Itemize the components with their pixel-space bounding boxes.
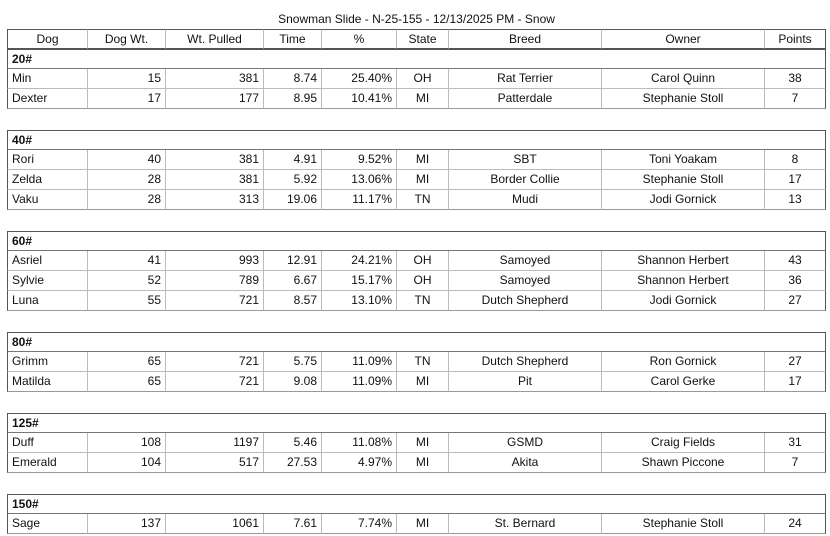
cell-points: 38 xyxy=(765,69,826,89)
cell-points: 17 xyxy=(765,372,826,392)
cell-dog-wt: 41 xyxy=(88,251,166,271)
weight-class-header: 40# xyxy=(7,130,826,150)
cell-points: 24 xyxy=(765,514,826,534)
cell-dog: Sage xyxy=(7,514,88,534)
cell-owner: Carol Quinn xyxy=(602,69,765,89)
cell-time: 8.74 xyxy=(264,69,322,89)
cell-wt-pulled: 313 xyxy=(166,190,264,210)
cell-dog: Zelda xyxy=(7,170,88,190)
cell-state: MI xyxy=(397,514,449,534)
cell-time: 5.75 xyxy=(264,352,322,372)
cell-breed: Rat Terrier xyxy=(449,69,602,89)
cell-breed: Akita xyxy=(449,453,602,473)
cell-breed: Dutch Shepherd xyxy=(449,352,602,372)
column-header-breed: Breed xyxy=(449,29,602,49)
table-row xyxy=(7,271,826,291)
cell-percent: 9.52% xyxy=(322,150,397,170)
cell-dog: Sylvie xyxy=(7,271,88,291)
cell-state: MI xyxy=(397,433,449,453)
cell-owner: Jodi Gornick xyxy=(602,291,765,311)
cell-wt-pulled: 381 xyxy=(166,69,264,89)
cell-percent: 13.06% xyxy=(322,170,397,190)
cell-percent: 25.40% xyxy=(322,69,397,89)
cell-breed: SBT xyxy=(449,150,602,170)
cell-owner: Shawn Piccone xyxy=(602,453,765,473)
table-row xyxy=(7,453,826,473)
weight-class-header: 150# xyxy=(7,494,826,514)
cell-dog-wt: 52 xyxy=(88,271,166,291)
cell-wt-pulled: 1061 xyxy=(166,514,264,534)
cell-wt-pulled: 1197 xyxy=(166,433,264,453)
cell-breed: St. Bernard xyxy=(449,514,602,534)
cell-points: 27 xyxy=(765,352,826,372)
table-row xyxy=(7,352,826,372)
cell-wt-pulled: 721 xyxy=(166,291,264,311)
cell-percent: 24.21% xyxy=(322,251,397,271)
column-header-points: Points xyxy=(765,29,826,49)
cell-wt-pulled: 721 xyxy=(166,372,264,392)
cell-dog-wt: 55 xyxy=(88,291,166,311)
cell-time: 12.91 xyxy=(264,251,322,271)
weight-class-block xyxy=(7,332,826,392)
table-row xyxy=(7,190,826,210)
cell-percent: 13.10% xyxy=(322,291,397,311)
cell-state: MI xyxy=(397,89,449,109)
cell-state: TN xyxy=(397,352,449,372)
cell-dog: Luna xyxy=(7,291,88,311)
cell-points: 13 xyxy=(765,190,826,210)
weight-class-header: 60# xyxy=(7,231,826,251)
cell-dog-wt: 40 xyxy=(88,150,166,170)
cell-time: 4.91 xyxy=(264,150,322,170)
cell-wt-pulled: 381 xyxy=(166,170,264,190)
cell-state: OH xyxy=(397,69,449,89)
table-row xyxy=(7,170,826,190)
cell-time: 6.67 xyxy=(264,271,322,291)
cell-dog: Matilda xyxy=(7,372,88,392)
cell-percent: 11.08% xyxy=(322,433,397,453)
cell-dog-wt: 104 xyxy=(88,453,166,473)
cell-dog: Asriel xyxy=(7,251,88,271)
weight-class-block xyxy=(7,231,826,311)
cell-wt-pulled: 381 xyxy=(166,150,264,170)
cell-dog: Grimm xyxy=(7,352,88,372)
table-row xyxy=(7,514,826,534)
weight-class-block xyxy=(7,413,826,473)
cell-owner: Toni Yoakam xyxy=(602,150,765,170)
column-header-row xyxy=(7,29,826,49)
column-header-owner: Owner xyxy=(602,29,765,49)
cell-state: OH xyxy=(397,271,449,291)
cell-points: 31 xyxy=(765,433,826,453)
cell-points: 43 xyxy=(765,251,826,271)
table-row xyxy=(7,372,826,392)
table-row xyxy=(7,291,826,311)
cell-dog: Dexter xyxy=(7,89,88,109)
cell-percent: 11.09% xyxy=(322,372,397,392)
cell-owner: Craig Fields xyxy=(602,433,765,453)
weight-class-block xyxy=(7,130,826,210)
cell-wt-pulled: 177 xyxy=(166,89,264,109)
cell-breed: Samoyed xyxy=(449,251,602,271)
results-body xyxy=(7,49,826,534)
spacer xyxy=(7,473,826,494)
cell-state: MI xyxy=(397,170,449,190)
cell-dog-wt: 15 xyxy=(88,69,166,89)
cell-owner: Shannon Herbert xyxy=(602,251,765,271)
cell-dog: Duff xyxy=(7,433,88,453)
cell-dog: Emerald xyxy=(7,453,88,473)
table-row xyxy=(7,150,826,170)
cell-owner: Shannon Herbert xyxy=(602,271,765,291)
cell-points: 17 xyxy=(765,170,826,190)
cell-breed: Mudi xyxy=(449,190,602,210)
spacer xyxy=(7,392,826,413)
table-row xyxy=(7,433,826,453)
cell-points: 7 xyxy=(765,89,826,109)
cell-state: MI xyxy=(397,150,449,170)
cell-wt-pulled: 993 xyxy=(166,251,264,271)
cell-owner: Stephanie Stoll xyxy=(602,170,765,190)
column-header-state: State xyxy=(397,29,449,49)
cell-dog-wt: 28 xyxy=(88,190,166,210)
column-header-wt-pulled: Wt. Pulled xyxy=(166,29,264,49)
spacer xyxy=(7,210,826,231)
column-header-percent: % xyxy=(322,29,397,49)
results-sheet xyxy=(7,9,826,534)
cell-points: 36 xyxy=(765,271,826,291)
table-row xyxy=(7,89,826,109)
table-row xyxy=(7,251,826,271)
cell-time: 27.53 xyxy=(264,453,322,473)
cell-wt-pulled: 517 xyxy=(166,453,264,473)
cell-dog-wt: 17 xyxy=(88,89,166,109)
cell-state: MI xyxy=(397,372,449,392)
cell-time: 8.95 xyxy=(264,89,322,109)
spacer xyxy=(7,311,826,332)
cell-points: 7 xyxy=(765,453,826,473)
cell-time: 9.08 xyxy=(264,372,322,392)
cell-percent: 7.74% xyxy=(322,514,397,534)
cell-state: TN xyxy=(397,291,449,311)
cell-breed: Pit xyxy=(449,372,602,392)
cell-owner: Ron Gornick xyxy=(602,352,765,372)
cell-wt-pulled: 721 xyxy=(166,352,264,372)
cell-state: OH xyxy=(397,251,449,271)
cell-percent: 11.17% xyxy=(322,190,397,210)
cell-dog-wt: 137 xyxy=(88,514,166,534)
cell-time: 7.61 xyxy=(264,514,322,534)
cell-time: 5.92 xyxy=(264,170,322,190)
cell-percent: 11.09% xyxy=(322,352,397,372)
cell-time: 5.46 xyxy=(264,433,322,453)
column-header-dog-wt: Dog Wt. xyxy=(88,29,166,49)
weight-class-header: 80# xyxy=(7,332,826,352)
cell-breed: Dutch Shepherd xyxy=(449,291,602,311)
cell-breed: Patterdale xyxy=(449,89,602,109)
cell-owner: Stephanie Stoll xyxy=(602,89,765,109)
cell-dog-wt: 28 xyxy=(88,170,166,190)
weight-class-header: 125# xyxy=(7,413,826,433)
sheet-title: Snowman Slide - N-25-155 - 12/13/2025 PM - Snow xyxy=(278,12,555,26)
column-header-dog: Dog xyxy=(7,29,88,49)
spacer xyxy=(7,109,826,130)
cell-wt-pulled: 789 xyxy=(166,271,264,291)
cell-state: TN xyxy=(397,190,449,210)
cell-owner: Stephanie Stoll xyxy=(602,514,765,534)
cell-dog: Vaku xyxy=(7,190,88,210)
cell-percent: 15.17% xyxy=(322,271,397,291)
cell-dog: Rori xyxy=(7,150,88,170)
weight-class-block xyxy=(7,494,826,534)
cell-time: 19.06 xyxy=(264,190,322,210)
cell-points: 8 xyxy=(765,150,826,170)
column-header-time: Time xyxy=(264,29,322,49)
cell-dog-wt: 65 xyxy=(88,352,166,372)
cell-time: 8.57 xyxy=(264,291,322,311)
cell-percent: 4.97% xyxy=(322,453,397,473)
cell-state: MI xyxy=(397,453,449,473)
cell-dog-wt: 108 xyxy=(88,433,166,453)
cell-breed: GSMD xyxy=(449,433,602,453)
cell-dog-wt: 65 xyxy=(88,372,166,392)
cell-percent: 10.41% xyxy=(322,89,397,109)
cell-dog: Min xyxy=(7,69,88,89)
cell-breed: Samoyed xyxy=(449,271,602,291)
table-row xyxy=(7,69,826,89)
cell-points: 27 xyxy=(765,291,826,311)
cell-breed: Border Collie xyxy=(449,170,602,190)
weight-class-block xyxy=(7,49,826,109)
weight-class-header: 20# xyxy=(7,49,826,69)
cell-owner: Jodi Gornick xyxy=(602,190,765,210)
cell-owner: Carol Gerke xyxy=(602,372,765,392)
